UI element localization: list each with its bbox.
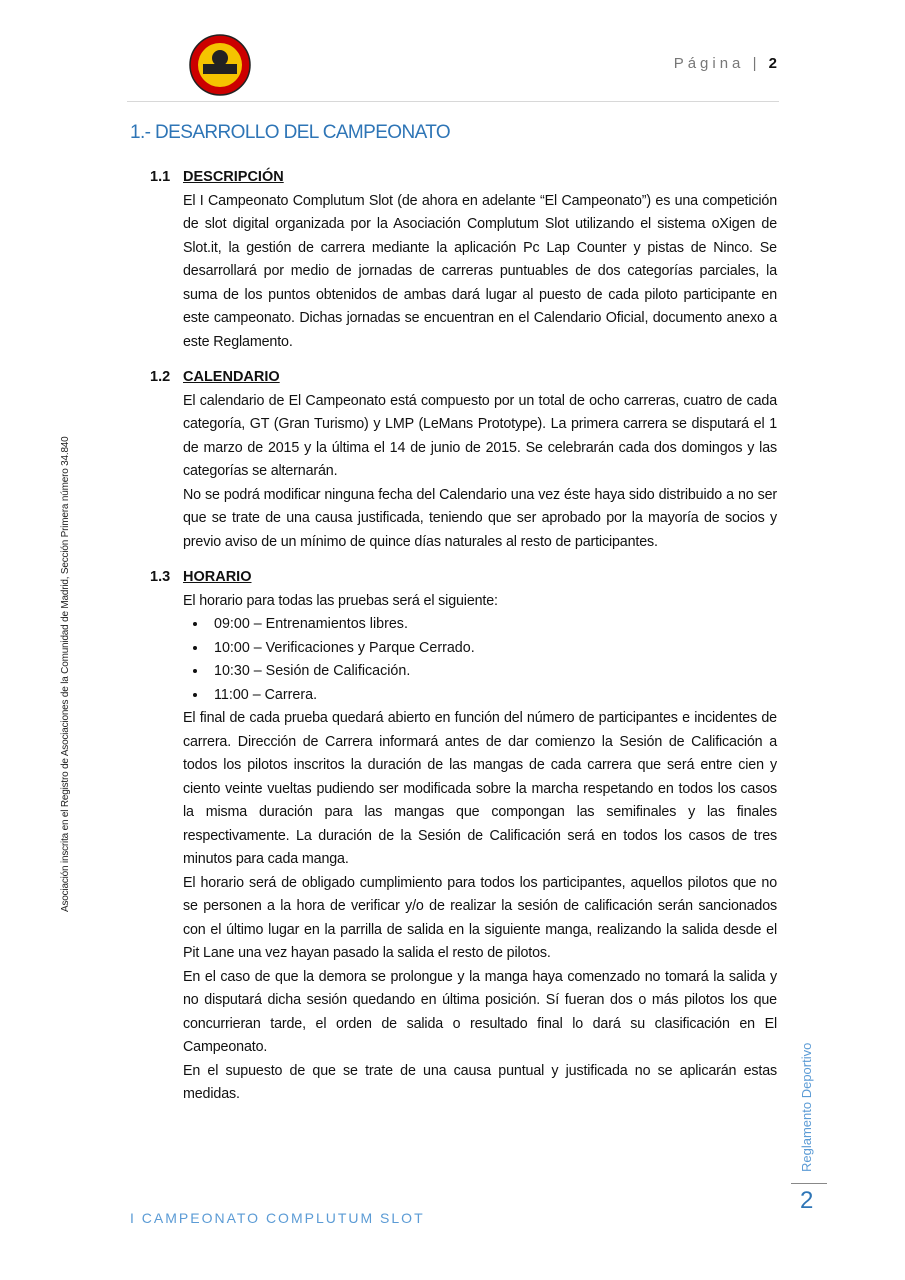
margin-label: Reglamento Deportivo bbox=[799, 1042, 814, 1172]
header-divider bbox=[127, 101, 779, 102]
margin-divider bbox=[791, 1183, 827, 1184]
registry-side-note: Asociación inscrita en el Registro de Asociaciones de la Comunidad de Madrid, Sección Primera número 34.840 bbox=[60, 436, 71, 912]
club-logo bbox=[189, 34, 251, 96]
section-heading: 1.2 CALENDARIO bbox=[150, 369, 280, 385]
paragraph: En el supuesto de que se trate de una causa puntual y justificada no se aplicarán estas medidas. bbox=[183, 1062, 777, 1102]
section-descripcion bbox=[150, 166, 777, 354]
list-item: • 10:30 – Sesión de Calificación. bbox=[208, 660, 777, 684]
paragraph: El I Campeonato Complutum Slot (de ahora en adelante “El Campeonato”) es una competición de slot digital organizada por la Asociación Complutum Slot utilizando el sistema oXigen de Slot.it, la gestión de carrera mediante la aplicación Pc Lap Counter y pistas de Ninco. Se desarrollará por medio de jornadas de carreras puntuables de dos categorías parciales, la suma de los puntos obtenidos de ambas dará lugar al puesto de cada piloto participante en este campeonato. Dichas jornadas se encuentran en el Calendario Oficial, documento anexo a este Reglamento. bbox=[183, 192, 777, 350]
list-item: • 11:00 – Carrera. bbox=[208, 684, 777, 708]
section-calendario bbox=[150, 366, 777, 554]
paragraph: El horario para todas las pruebas será el siguiente: bbox=[183, 592, 498, 609]
paragraph: El final de cada prueba quedará abierto en función del número de participantes e incidentes de carrera. Dirección de Carrera informará antes de dar comienzo la Sesión de Calificación a todos los pilotos inscritos la duración de las mangas de cada carrera que será entre cien y ciento veinte vueltas pudiendo ser modificada sobre la marcha respetando en todos los casos la misma duración para las mangas que compongan las semifinales y las finales respectivamente. La duración de la Sesión de Calificación será en todos los casos de tres minutos para cada manga. bbox=[183, 710, 777, 867]
list-item: • 09:00 – Entrenamientos libres. bbox=[208, 613, 777, 637]
paragraph: No se podrá modificar ninguna fecha del Calendario una vez éste haya sido distribuido a no ser que se trate de una causa justificada, teniendo que ser aprobado por la mayoría de socios y previo aviso de un mínimo de quince días naturales al resto de participantes. bbox=[183, 486, 777, 550]
list-item: • 10:00 – Verificaciones y Parque Cerrado. bbox=[208, 637, 777, 661]
schedule-list bbox=[150, 613, 777, 707]
paragraph: En el caso de que la demora se prolongue y la manga haya comenzado no tomará la salida y no disputará dicha sesión quedando en última posición. Sí fueran dos o más pilotos los que concurrieran tarde, el orden de salida o resultado final lo dará su clasificación en El Campeonato. bbox=[183, 968, 777, 1055]
document-body bbox=[150, 166, 777, 1119]
section-heading: 1.3 HORARIO bbox=[150, 569, 252, 585]
section-horario bbox=[150, 566, 777, 1107]
section-heading: 1.1 DESCRIPCIÓN bbox=[150, 169, 284, 185]
margin-page-number: 2 bbox=[800, 1187, 814, 1214]
page-number-header: Página | 2 bbox=[673, 55, 777, 72]
paragraph: El horario será de obligado cumplimiento para todos los participantes, aquellos pilotos que no se personen a la hora de verificar y/o de realizar la sesión de calificación serán sancionados con el último lugar en la parrilla de salida en la siguiente manga, realizando la salida desde el Pit Lane una vez hayan pasado la salida el resto de pilotos. bbox=[183, 874, 777, 961]
chapter-title: 1.- DESARROLLO DEL CAMPEONATO bbox=[130, 122, 451, 143]
footer-title: I CAMPEONATO COMPLUTUM SLOT bbox=[130, 1210, 425, 1226]
paragraph: El calendario de El Campeonato está compuesto por un total de ocho carreras, cuatro de cada categoría, GT (Gran Turismo) y LMP (LeMans Prototype). La primera carrera se disputará el 1 de marzo de 2015 y la última el 14 de junio de 2015. Se celebrarán cada dos domingos y las categorías se alternarán. bbox=[183, 392, 777, 479]
